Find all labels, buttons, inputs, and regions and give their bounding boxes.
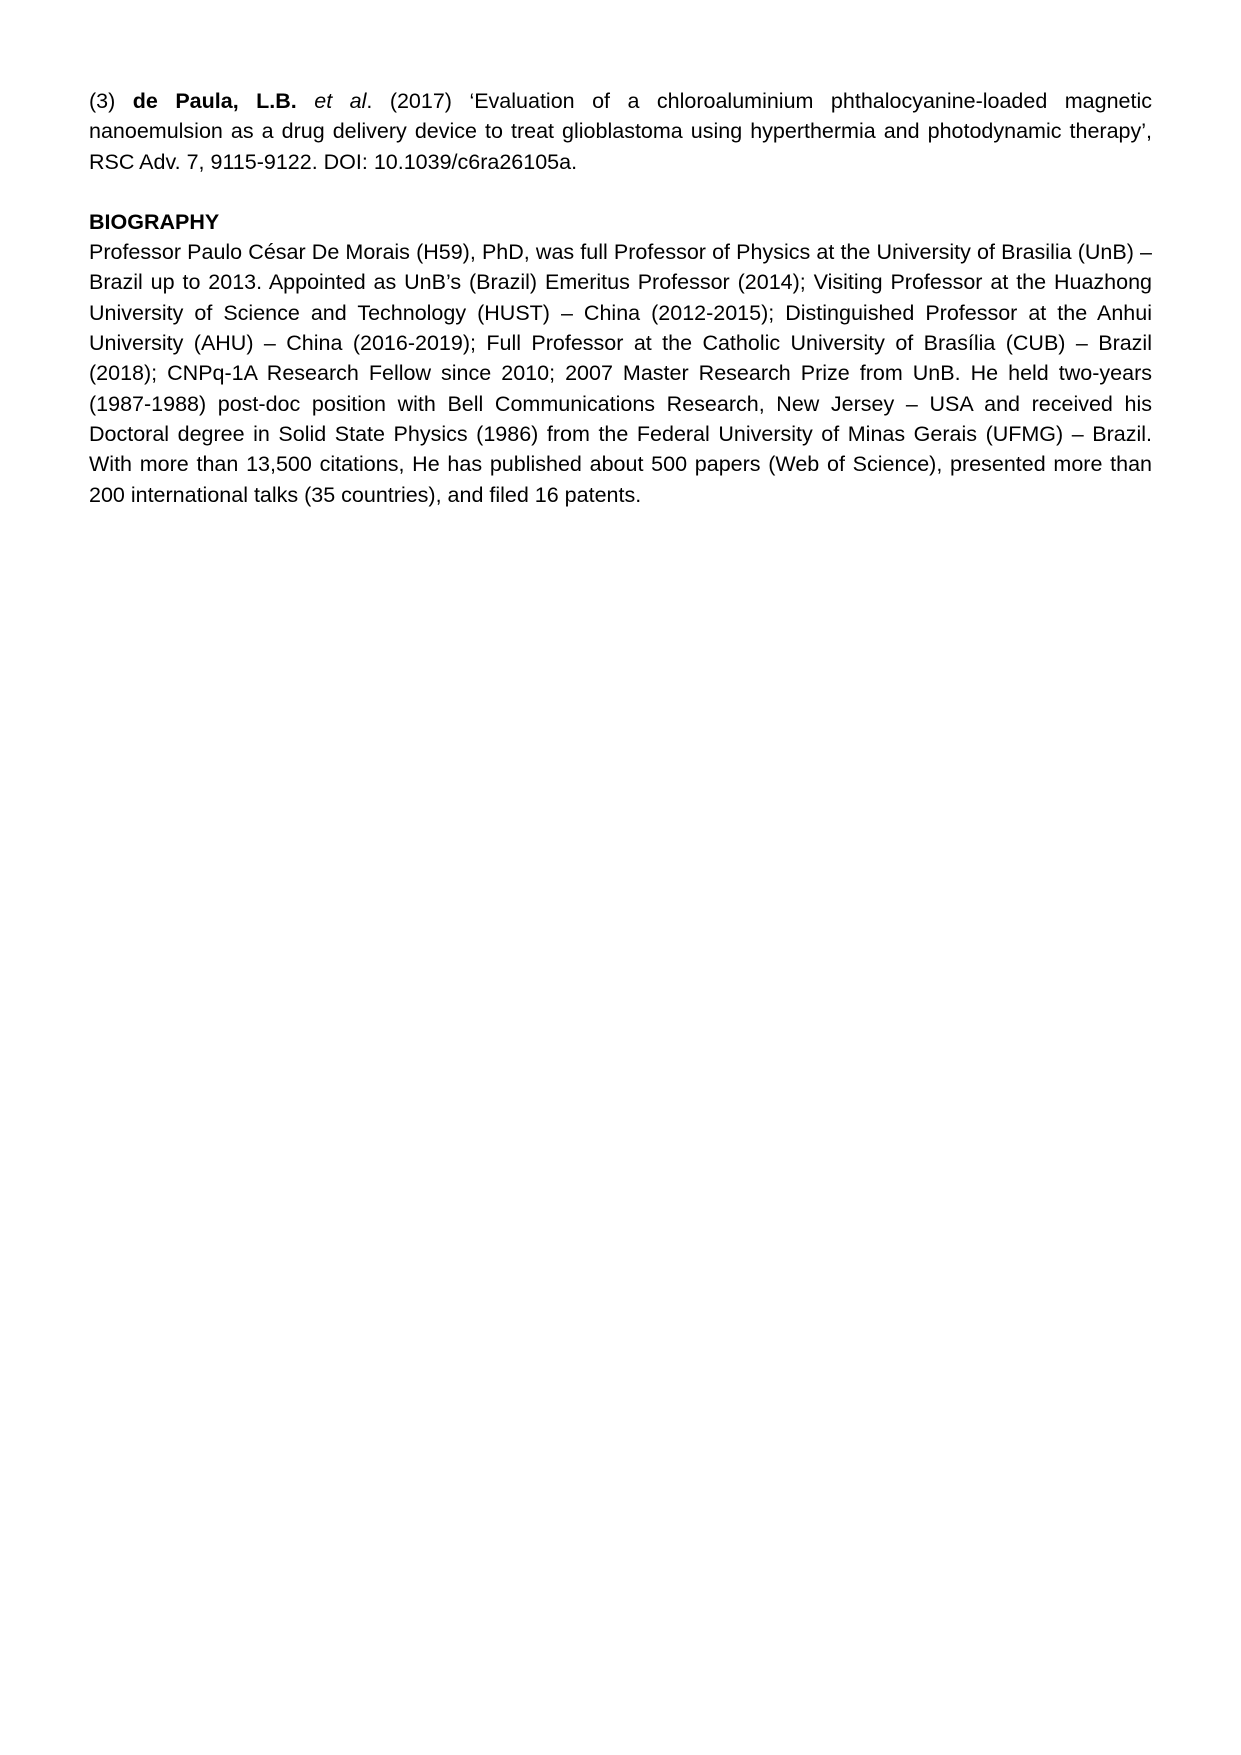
section-spacer [89,177,1152,207]
reference-number: (3) [89,89,116,113]
reference-et-al: et al [314,89,367,113]
reference-text: . (2017) ‘Evaluation of a chloroaluminium phthalocyanine-loaded magnetic nanoemulsion as a drug delivery device to treat glioblastoma using hyperthermia and photodynamic therapy’, RSC Adv. 7, 9115-9122. DOI: 10.1039/c6ra26105a. [89,89,1153,174]
reference-entry [89,86,1152,177]
biography-heading: BIOGRAPHY [89,209,220,234]
document-page [89,86,1152,510]
biography-text: Professor Paulo César De Morais (H59), PhD, was full Professor of Physics at the University of Brasilia (UnB) – Brazil up to 2013. Appointed as UnB’s (Brazil) Emeritus Professor (2014); Visiting Professor at the Huazhong University of Science and Technology (HUST) – China (2012-2015); Distinguished Professor at the Anhui University (AHU) – China (2016-2019); Full Professor at the Catholic University of Brasília (CUB) – Brazil (2018); CNPq-1A Research Fellow since 2010; 2007 Master Research Prize from UnB. He held two-years (1987-1988) post-doc position with Bell Communications Research, New Jersey – USA and received his Doctoral degree in Solid State Physics (1986) from the Federal University of Minas Gerais (UFMG) – Brazil. With more than 13,500 citations, He has published about 500 papers (Web of Science), presented more than 200 international talks (35 countries), and filed 16 patents. [89,240,1152,507]
reference-authors: de Paula, L.B. [132,89,297,113]
